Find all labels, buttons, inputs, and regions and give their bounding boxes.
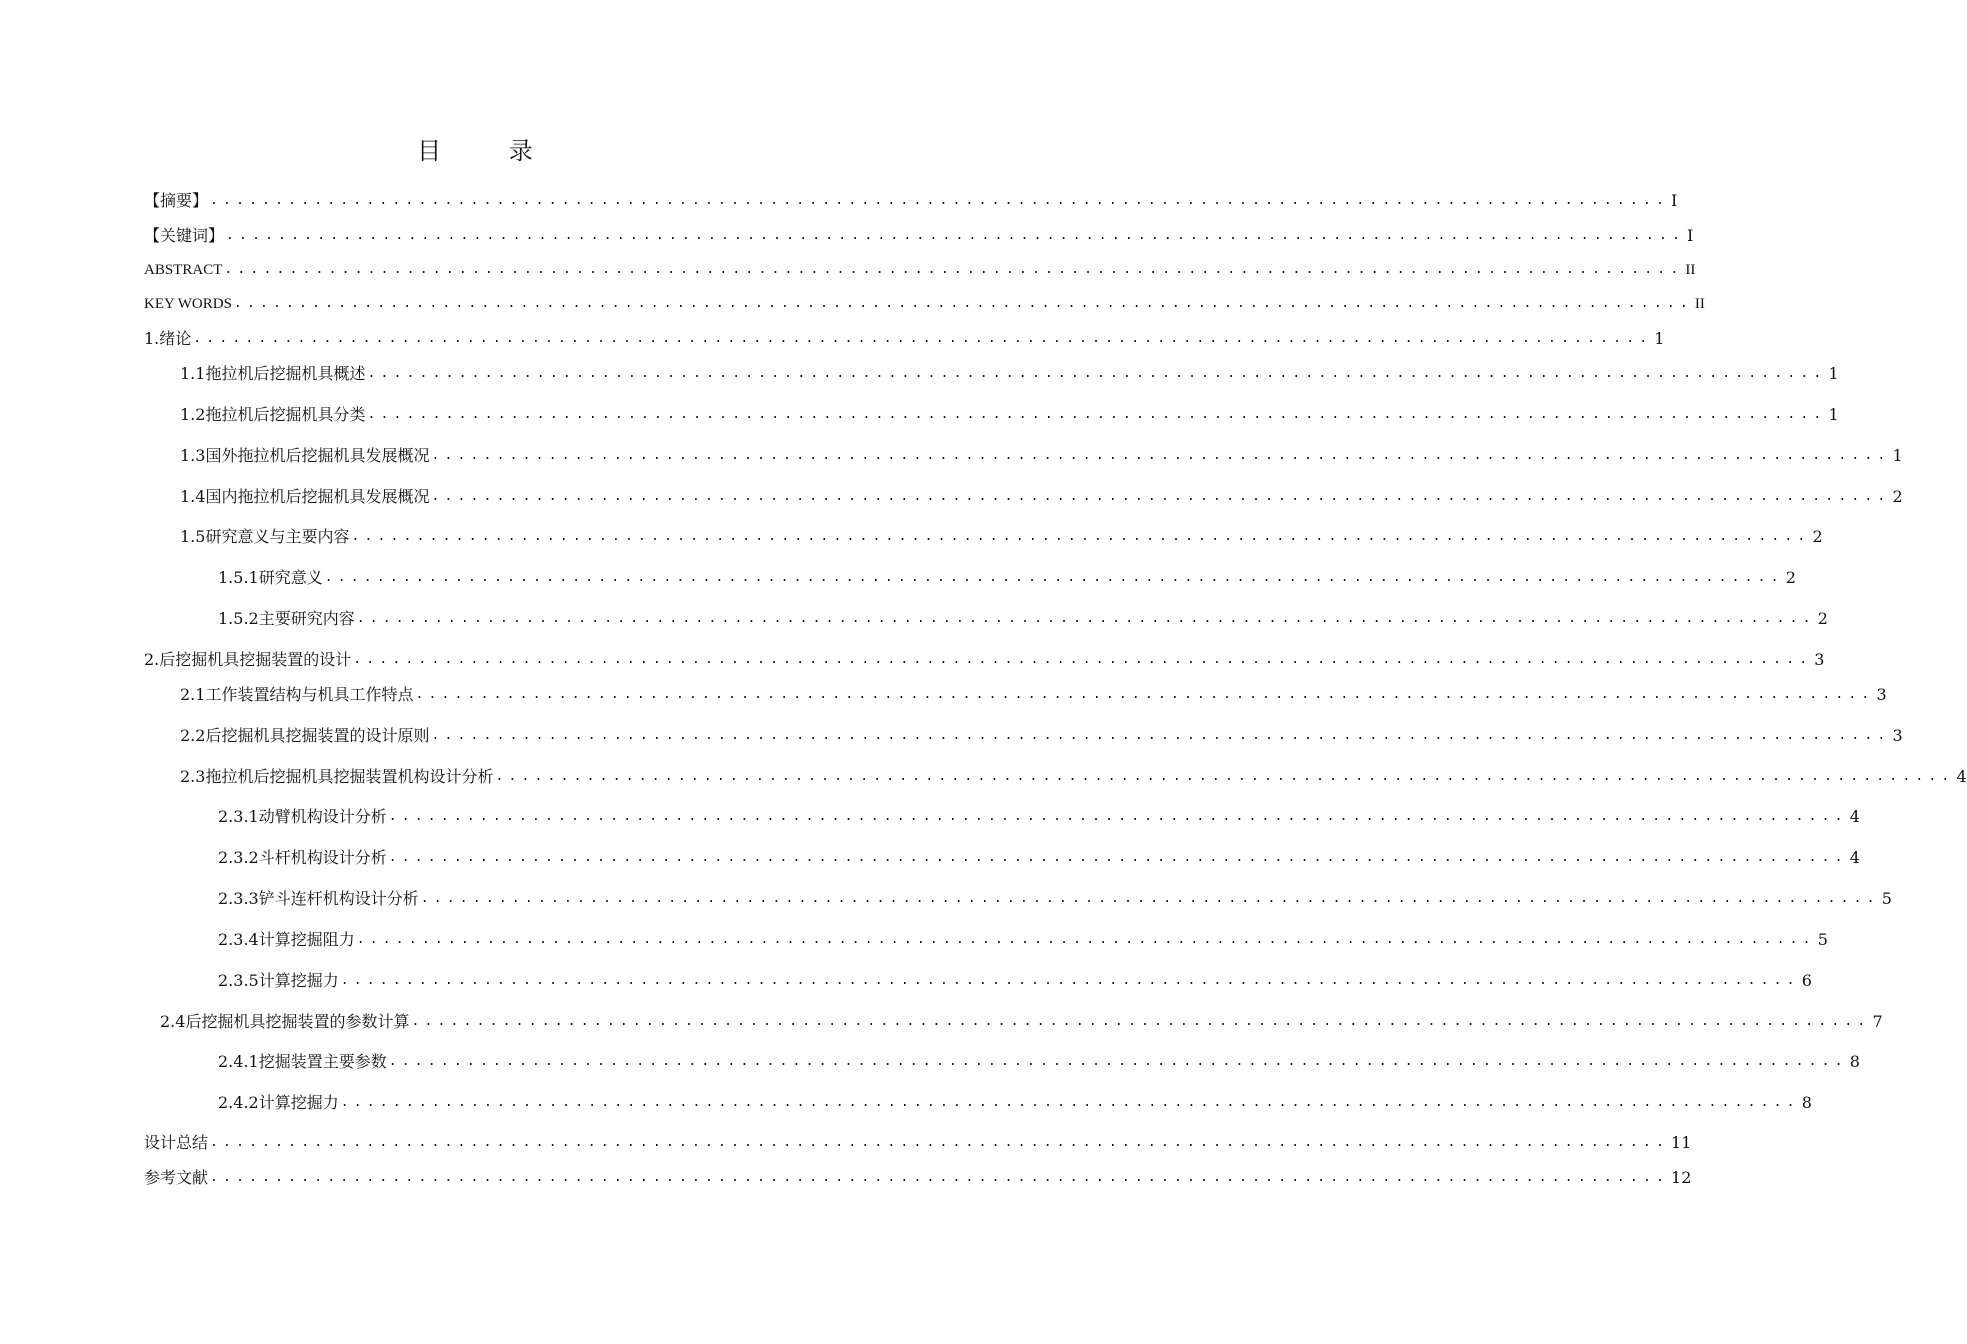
toc-entry-page: 6 [1801,971,1812,990]
toc-entry-section-2-2[interactable] [180,721,1903,747]
toc-entry-page: 5 [1817,930,1828,949]
toc-entry-page: I [1671,191,1678,210]
toc-entry-section-1-2[interactable] [180,400,1839,426]
toc-entry-chapter-1[interactable] [144,324,1665,350]
toc-entry-label: 1.2拖拉机后挖掘机具分类 [180,405,366,424]
toc-entry-label: 2.3.2斗杆机构设计分析 [218,848,387,867]
toc-entry-section-1-1[interactable] [180,359,1839,385]
toc-entry-page: 4 [1849,848,1860,867]
toc-entry-label: 2.3.5计算挖掘力 [218,971,339,990]
toc-leader-dots: ................................................................................................................ [210,193,1670,208]
toc-entry-section-2-3-3[interactable] [218,884,1892,910]
toc-entry-page: 12 [1671,1168,1692,1187]
toc-entry-label: 2.4.2计算挖掘力 [218,1093,339,1112]
toc-entry-label: 1.绪论 [144,329,192,348]
toc-entry-section-1-4[interactable] [180,482,1903,508]
toc-entry-page: 2 [1812,527,1823,546]
toc-entry-section-1-5[interactable] [180,522,1823,548]
toc-entry-page: 1 [1654,329,1665,348]
toc-entry-page: 8 [1801,1093,1812,1112]
toc-entry-section-1-5-1[interactable] [218,563,1796,589]
toc-leader-dots: ................................................................................................................ [356,932,1816,947]
toc-entry-page: 2 [1817,609,1828,628]
toc-entry-section-2-4-2[interactable] [218,1088,1812,1114]
toc-entry-label: ABSTRACT [144,262,223,278]
toc-entry-page: 3 [1876,685,1887,704]
toc-entry-abstract-cn[interactable] [144,186,1678,212]
toc-leader-dots: ................................................................................................................ [233,296,1693,311]
toc-entry-label: 1.1拖拉机后挖掘机具概述 [180,364,366,383]
toc-leader-dots: ................................................................................................................ [367,407,1827,422]
toc-entry-label: 1.5.2主要研究内容 [218,609,355,628]
toc-entry-section-2-3-2[interactable] [218,843,1860,869]
toc-entry-label: 1.4国内拖拉机后挖掘机具发展概况 [180,487,430,506]
toc-leader-dots: ................................................................................................................ [226,228,1686,243]
toc-leader-dots: ................................................................................................................ [367,366,1827,381]
toc-entry-page: 2 [1785,568,1796,587]
toc-entry-label: 1.5.1研究意义 [218,568,323,587]
toc-leader-dots: ................................................................................................................ [356,611,1816,626]
toc-entry-page: 4 [1956,767,1967,786]
toc-entry-label: 2.3拖拉机后挖掘机具挖掘装置机构设计分析 [180,767,494,786]
toc-entry-label: 2.3.4计算挖掘阻力 [218,930,355,949]
toc-entry-keywords-cn[interactable] [144,221,1694,247]
toc-entry-page: I [1687,226,1694,245]
toc-leader-dots: ................................................................................................................ [210,1170,1670,1185]
toc-entry-references[interactable] [144,1163,1692,1189]
toc-entry-label: KEY WORDS [144,296,232,312]
toc-entry-section-2-4[interactable] [160,1007,1883,1033]
toc-leader-dots: ................................................................................................................ [388,850,1848,865]
toc-entry-section-2-4-1[interactable] [218,1047,1860,1073]
toc-entry-label: 【摘要】 [144,191,209,210]
toc-leader-dots: ................................................................................................................ [420,891,1880,906]
toc-entry-label: 2.4.1挖掘装置主要参数 [218,1052,387,1071]
toc-leader-dots: ................................................................................................................ [495,769,1955,784]
toc-leader-dots: ................................................................................................................ [431,489,1891,504]
toc-leader-dots: ................................................................................................................ [324,570,1784,585]
toc-entry-section-1-3[interactable] [180,441,1903,467]
toc-entry-label: 2.4后挖掘机具挖掘装置的参数计算 [160,1012,410,1031]
toc-leader-dots: ................................................................................................................ [431,448,1891,463]
toc-leader-dots: ................................................................................................................ [340,1095,1800,1110]
toc-entry-page: 1 [1892,446,1903,465]
toc-leader-dots: ................................................................................................................ [388,1054,1848,1069]
toc-leader-dots: ................................................................................................................ [431,728,1891,743]
toc-title: 目 录 [417,137,563,165]
toc-entry-summary[interactable] [144,1128,1692,1154]
toc-entry-page: 11 [1671,1133,1692,1152]
toc-leader-dots: ................................................................................................................ [340,973,1800,988]
toc-leader-dots: ................................................................................................................ [353,652,1813,667]
toc-entry-chapter-2[interactable] [144,645,1825,671]
toc-leader-dots: ................................................................................................................ [351,529,1811,544]
toc-leader-dots: ................................................................................................................ [193,331,1653,346]
toc-entry-label: 参考文献 [144,1168,209,1187]
toc-entry-section-2-3[interactable] [180,762,1967,788]
toc-entry-page: II [1694,296,1705,312]
toc-entry-page: 3 [1814,650,1825,669]
toc-entry-section-2-1[interactable] [180,680,1887,706]
toc-entry-label: 1.3国外拖拉机后挖掘机具发展概况 [180,446,430,465]
toc-leader-dots: ................................................................................................................ [388,809,1848,824]
toc-leader-dots: ................................................................................................................ [411,1014,1871,1029]
toc-entry-section-2-3-5[interactable] [218,966,1812,992]
toc-entry-page: 7 [1872,1012,1883,1031]
toc-entry-label: 设计总结 [144,1133,209,1152]
toc-entry-page: 2 [1892,487,1903,506]
toc-entry-section-2-3-1[interactable] [218,802,1860,828]
toc-entry-keywords-en[interactable] [144,289,1705,315]
toc-entry-label: 2.3.1动臂机构设计分析 [218,807,387,826]
toc-leader-dots: ................................................................................................................ [224,262,1684,277]
toc-leader-dots: ................................................................................................................ [210,1135,1670,1150]
toc-entry-page: 4 [1849,807,1860,826]
toc-entry-label: 2.后挖掘机具挖掘装置的设计 [144,650,352,669]
toc-entry-page: 5 [1881,889,1892,908]
toc-leader-dots: ................................................................................................................ [415,687,1875,702]
toc-entry-section-2-3-4[interactable] [218,925,1828,951]
toc-entry-abstract-en[interactable] [144,255,1696,281]
toc-entry-page: 1 [1828,364,1839,383]
toc-entry-label: 2.3.3铲斗连杆机构设计分析 [218,889,419,908]
toc-entry-page: 1 [1828,405,1839,424]
toc-entry-section-1-5-2[interactable] [218,604,1828,630]
toc-entry-label: 1.5研究意义与主要内容 [180,527,350,546]
toc-entry-label: 2.2后挖掘机具挖掘装置的设计原则 [180,726,430,745]
toc-entry-label: 【关键词】 [144,226,225,245]
toc-entry-page: 3 [1892,726,1903,745]
toc-entry-label: 2.1工作装置结构与机具工作特点 [180,685,414,704]
toc-entry-page: 8 [1849,1052,1860,1071]
toc-entry-page: II [1685,262,1696,278]
